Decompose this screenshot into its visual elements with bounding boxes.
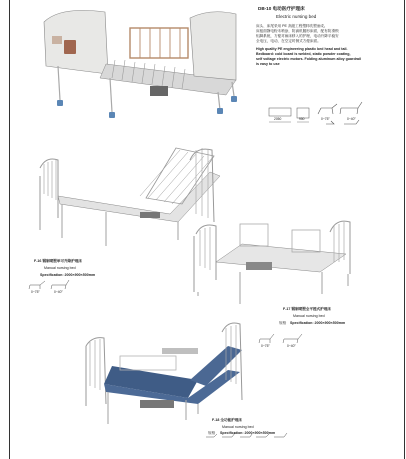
f17-subtitle: Manual nursing bed <box>293 314 325 318</box>
f16-title: F-16 钢制喷塑单可升降护理床 <box>34 259 82 263</box>
f16-spec: Specification: 2000×900×500mm <box>40 273 96 277</box>
db10-title: DB-10 电动医疗护理床 <box>258 6 305 11</box>
f17-title: F-17 钢制喷塑全平摇式护理床 <box>283 307 331 311</box>
db10-dim-width: 950 <box>299 117 305 121</box>
db10-dim-length: 2050 <box>274 117 282 121</box>
f17-angle-knee: 0~40° <box>287 344 296 348</box>
db10-desc-en-3: self voltage electric motors. Folding aluminum alloy guardrail <box>256 57 362 61</box>
db10-angle-back: 0~75° <box>321 117 330 121</box>
db10-desc-en-1: High quality PE engineering plastic bed head and tail. <box>256 47 348 51</box>
f18-title: F-18 全功能护理床 <box>212 418 242 422</box>
f18-subtitle: Manual nursing bed <box>222 425 254 429</box>
f17-spec-label: 规格 <box>279 321 287 325</box>
f18-spec: Specification: 2000×900×500mm <box>220 431 276 435</box>
f18-spec-label: 规格 <box>208 431 216 435</box>
f17-spec: Specification: 2000×900×500mm <box>290 321 346 325</box>
f16-angle-knee: 0~40° <box>54 290 63 294</box>
f16-subtitle: Manual nursing bed <box>44 266 76 270</box>
db10-subtitle: Electric nursing bed <box>276 14 317 19</box>
db10-desc-cn-3: 铝脚系统，方便对病床移入的护理，电动升降平稳安 <box>256 34 339 38</box>
db10-desc-cn-4: 全电压，电动，在空定时侧式方便床面。 <box>256 39 321 43</box>
db10-desc-en-4: is easy to use <box>256 62 280 66</box>
f17-angle-back: 0~75° <box>261 344 270 348</box>
db10-desc-cn-2: 床板面静电粉末喷涂，防滴机腰形床面，配有防滑锁 <box>256 29 339 33</box>
db10-angle-knee: 0~40° <box>347 117 356 121</box>
db10-desc-en-2: Bedboard: cold board is welded, static powder coating, <box>256 52 351 56</box>
db10-desc-cn-1: 床头、床尾采用 PE 高级工程塑料吹塑而成。 <box>256 24 328 28</box>
f16-angle-back: 0~75° <box>31 290 40 294</box>
